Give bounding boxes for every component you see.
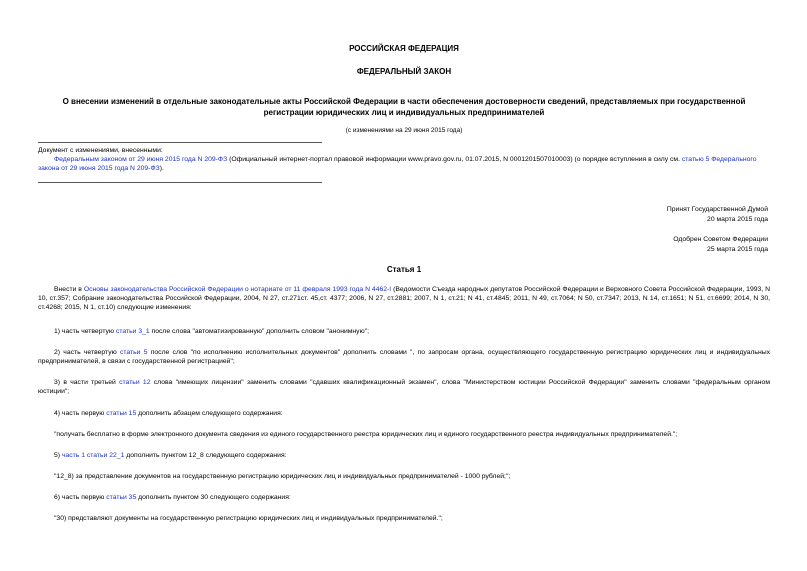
article-5-ref-link[interactable]: статьи 5: [119, 349, 148, 356]
paragraph-1: [38, 327, 770, 336]
law-title: О внесении изменений в отдельные законодательные акты Российской Федерации в части обеспечения достоверности сведений, представляемых при государственной регистрации юридических лиц и индивидуальных предпринимателей: [62, 97, 746, 118]
article-22-1-link[interactable]: часть 1 статьи 22_1: [61, 452, 125, 459]
bottom-divider: [38, 182, 322, 183]
changes-block: [38, 146, 770, 174]
p3-text-a: 3) в части третьей: [54, 379, 120, 386]
country-heading: РОССИЙСКАЯ ФЕДЕРАЦИЯ: [349, 44, 459, 53]
p9-text: "30) представляют документы на государственную регистрацию юридических лиц и индивидуальных предпринимателей.";: [54, 515, 443, 522]
paragraph-6: [38, 451, 770, 460]
paragraph-3: [38, 378, 770, 396]
article-15-link[interactable]: статьи 15: [106, 410, 137, 417]
p5-text: "получать бесплатно в форме электронного документа сведения из единого государственного реестра юридических лиц и единого государственного реестра индивидуальных предпринимателей.";: [54, 431, 678, 438]
p1-text-b: после слова "автоматизированную" дополнить словом "анонимную";: [149, 328, 369, 335]
paragraph-5: [38, 430, 770, 439]
paragraph-intro: [38, 285, 770, 313]
p0-text-a: Внести в: [54, 286, 84, 293]
accepted-block: [667, 205, 768, 225]
article-35-link[interactable]: статьи 35: [106, 494, 137, 501]
p7-text: "12_8) за представление документов на государственную регистрацию юридических лиц и индивидуальных предпринимателей - 1000 рублей;";: [54, 473, 511, 480]
p4-text-b: дополнить абзацем следующего содержания:: [136, 410, 283, 417]
changes-intro: Документ с изменениями, внесенными:: [38, 147, 163, 154]
paragraph-2: [38, 348, 770, 366]
p8-text-a: 6) часть первую: [54, 494, 107, 501]
accepted-line-2: 20 марта 2015 года: [707, 216, 768, 224]
p8-text-b: дополнить пунктом 30 следующего содержания:: [136, 494, 291, 501]
approved-block: [673, 235, 768, 255]
paragraph-4: [38, 409, 770, 418]
paragraph-9: [38, 514, 770, 523]
notary-law-link[interactable]: Основы законодательства Российской Федерации о нотариате от 11 февраля 1993 года N 4462-I: [83, 286, 392, 293]
article-3-1-link[interactable]: статьи 3_1: [115, 328, 150, 335]
changes-text-1: (Официальный интернет-портал правовой информации www.pravo.gov.ru, 01.07.2015, N 0001201507010003) (о порядке вступления в силу см.: [227, 156, 682, 164]
article-title: Статья 1: [386, 265, 422, 274]
p6-text-a: 5): [54, 452, 62, 459]
changes-text: [38, 155, 770, 173]
changes-text-2: ).: [159, 165, 164, 173]
approved-line-2: 25 марта 2015 года: [707, 246, 768, 254]
paragraph-7: [38, 472, 770, 481]
p3-text-b: слова "имеющих лицензии" заменить словами "сдавших квалификационный экзамен", слова "Министерством юстиции Российской Федерации" заменить словами "федеральным органом юстиции";: [38, 379, 770, 396]
accepted-line-1: Принят Государственной Думой: [666, 206, 768, 213]
p0-text-b: (Ведомости Съезда народных депутатов Российской Федерации и Верховного Совета Российской Федерации, 1993, N 10, ст.357; Собрание законодательства Российской Федерации, 2004, N 27, ст.271ст. 45,ст. 4377; 2006, N 27, ст.2881; 2007, N 1, ст.21; N 41, ст.4845; 2011, N 49, ст.7064; N 50, ст.7347; 2013, N 14, ст.1651; N 51, ст.6699; 2014, N 30, ст.4268; 2015, N 1, ст.10) следующие изменения:: [38, 286, 771, 312]
p2-text-a: 2) часть четвертую: [54, 349, 120, 356]
article-5-link[interactable]: статью 5 Федерального закона от 29 июня 2015 года N 209-ФЗ: [38, 156, 757, 173]
p1-text-a: 1) часть четвертую: [54, 328, 116, 335]
p6-text-b: дополнить пунктом 12_8 следующего содержания:: [124, 452, 287, 459]
p2-text-b: после слов "по исполнению исполнительных документов" дополнить словами ", по запросам органа, осуществляющего государственную регистрацию юридических лиц и индивидуальных предпринимателей, в связи с государственной регистрацией";: [38, 349, 771, 366]
approved-line-1: Одобрен Советом Федерации: [673, 236, 768, 243]
paragraph-8: [38, 493, 770, 502]
law-type-heading: ФЕДЕРАЛЬНЫЙ ЗАКОН: [356, 67, 452, 76]
top-divider: [38, 142, 322, 143]
article-12-link[interactable]: статьи 12: [119, 379, 151, 386]
changes-note: (с изменениями на 29 июня 2015 года): [345, 127, 463, 134]
p4-text-a: 4) часть первую: [54, 410, 107, 417]
amending-law-link[interactable]: Федеральным законом от 29 июня 2015 года N 209-ФЗ: [54, 156, 228, 164]
